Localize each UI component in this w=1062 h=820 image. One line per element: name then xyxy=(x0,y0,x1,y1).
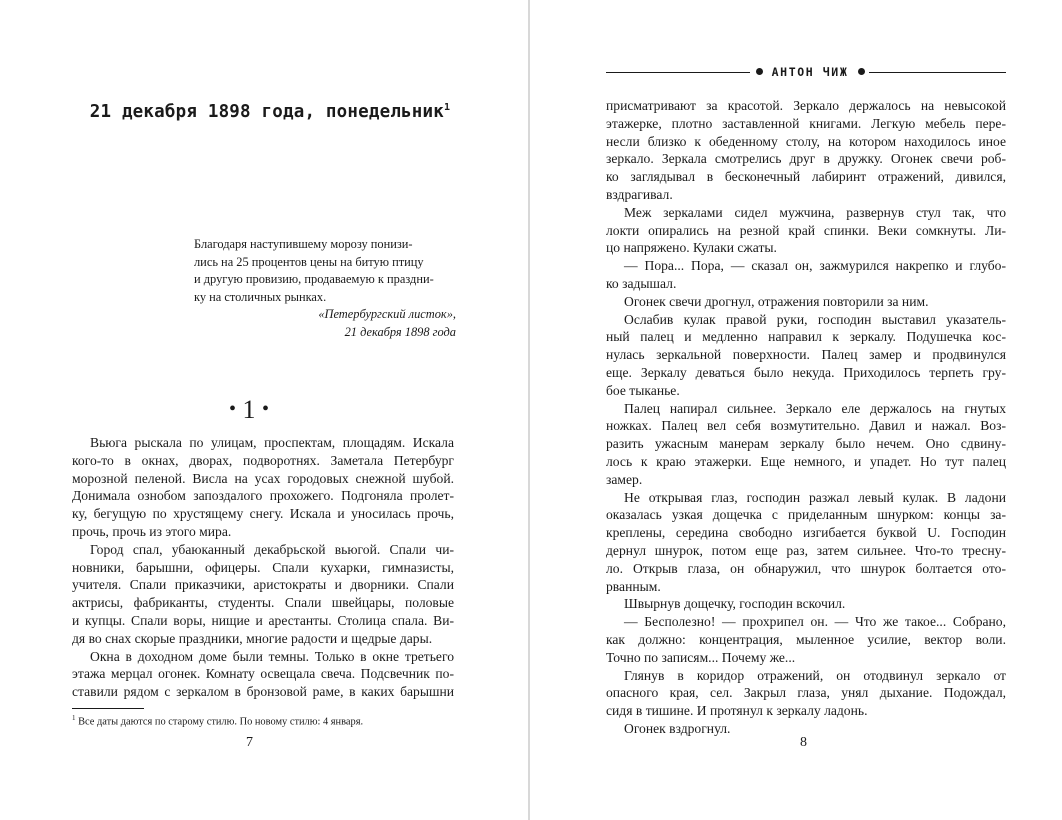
text-line: этажерке, плотно заставленной книгами. Легкую мебель пере- xyxy=(606,115,1006,131)
text-line: Меж зеркалами сидел мужчина, развернув стул так, что xyxy=(624,204,1006,220)
text-line: учителя. Спали приказчики, аристократы и дворники. Спали xyxy=(72,577,454,593)
footnote-mark: 1 xyxy=(72,714,76,722)
text-line: лось к краю этажерки. Еще немного, и упадет. Но тут палец xyxy=(606,453,1006,469)
bullet-icon xyxy=(756,68,763,75)
epigraph-line: ку на столичных рынках. xyxy=(194,289,327,304)
left-page xyxy=(0,0,528,820)
text-line: локти опирались на резной край спинки. Веки сомкнуты. Ли- xyxy=(606,222,1006,238)
text-line: Донимала ознобом запоздалого прохожего. Подгоняла пролет- xyxy=(72,488,454,504)
text-line: ко заглядывал в бесконечный лабиринт отражений, дивился, xyxy=(606,169,1006,185)
text-line: сидя в тишине. И протянул к зеркалу ладонь. xyxy=(606,703,868,719)
text-line: ко задышал. xyxy=(606,275,677,291)
text-line: вздрагивал. xyxy=(606,186,673,202)
left-body-text xyxy=(72,434,454,701)
text-line: дернул шнурок, потом еще раз, затем сильнее. Что-то треснy- xyxy=(606,542,1006,558)
text-line: бое тыканье. xyxy=(606,382,680,398)
text-line: замер. xyxy=(606,471,643,487)
running-head-rule-left xyxy=(606,72,750,73)
page-number-left: 7 xyxy=(246,735,253,750)
text-line: ставили рядом с зеркалом в бронзовой раме, в каких барышни xyxy=(72,684,454,700)
text-line: еще. Зеркалу деваться было некуда. Приходилось терпеть гру- xyxy=(606,364,1006,380)
section-number-value: 1 xyxy=(242,395,256,424)
text-line: — Пора... Пора, — сказал он, зажмурился накрепко и глубо- xyxy=(624,258,1006,274)
text-line: — Бесполезно! — прохрипел он. — Что же такое... Собрано, xyxy=(624,614,1006,630)
text-line: Огонек вздрогнул. xyxy=(624,720,731,736)
bullet-icon: • xyxy=(228,398,236,420)
text-line: Окна в доходном доме были темны. Только в окне третьего xyxy=(90,648,454,664)
text-line: оказалась узкая дощечка с приделанным шнурком: концы за- xyxy=(606,507,1006,523)
chapter-title xyxy=(60,102,480,122)
text-line: морозной пеленой. Висла на усах городовых снежной шубой. xyxy=(72,470,454,486)
text-line: ку, бегущую по хрустящему снегу. Искала и уносилась прочь, xyxy=(72,506,454,522)
text-line: Вьюга рыскала по улицам, проспектам, площадям. Искала xyxy=(90,435,454,450)
epigraph-source-line: «Петербургский листок», xyxy=(318,307,456,321)
chapter-footnote-mark: 1 xyxy=(444,102,451,114)
text-line: разить ужасным манерам зеркалу было нечем. Оно сдвину- xyxy=(606,436,1006,452)
text-line: Не открывая глаз, господин разжал левый кулак. В ладони xyxy=(624,489,1006,505)
epigraph-line: лись на 25 процентов цены на битую птицу xyxy=(194,254,424,269)
text-line: ный палец и медленно направил к зеркалу. Подушечка кос- xyxy=(606,329,1006,345)
text-line: зеркало. Зеркала смотрелись друг в дружку. Огонек свечи роб- xyxy=(606,151,1006,167)
text-line: ло. Открыв глаза, он обнаружил, что шнурок болтается ото- xyxy=(606,560,1006,576)
text-line: прочь, прочь из этого мира. xyxy=(72,523,232,539)
text-line: этажа мерцал огонек. Комнату освещала свеча. Подсвечник по- xyxy=(72,666,454,682)
text-line: и купцы. Спали воры, нищие и арестанты. Столица спала. Ви- xyxy=(72,612,454,628)
page-number-right: 8 xyxy=(800,735,807,750)
right-body-text xyxy=(606,97,1006,738)
section-number xyxy=(60,395,438,425)
text-line: несли близко к обеденному столу, на котором находилось иное xyxy=(606,133,1006,149)
chapter-title-text: 21 декабря 1898 года, понедельник xyxy=(89,102,445,122)
text-line: ножках. Палец вел себя возмутительно. Давил и нажал. Воз- xyxy=(606,418,1006,434)
epigraph-source xyxy=(194,306,456,341)
text-line: Глянув в коридор отражений, он отодвинул зеркало от xyxy=(624,667,1006,683)
text-line: рванным. xyxy=(606,578,661,594)
text-line: Город спал, убаюканный декабрьской вьюгой. Спали чи- xyxy=(90,541,454,557)
text-line: Швырнув дощечку, господин вскочил. xyxy=(624,596,846,612)
bullet-icon xyxy=(858,68,865,75)
text-line: кого-то в окнах, дворах, подворотнях. Заметала Петербург xyxy=(72,452,454,468)
footnote-text: Все даты даются по старому стилю. По новому стилю: 4 января. xyxy=(78,716,364,728)
text-line: Огонек свечи дрогнул, отражения повторили за ним. xyxy=(624,293,929,309)
epigraph-source-line: 21 декабря 1898 года xyxy=(344,324,456,339)
text-line: цо напряжено. Кулаки сжаты. xyxy=(606,240,777,256)
text-line: Ослабив кулак правой руки, господин выставил указатель- xyxy=(624,311,1006,327)
text-line: креплены, середина свободно изгибается буквой U. Господин xyxy=(606,525,1006,541)
footnote-divider xyxy=(72,708,144,709)
epigraph-line: и другую провизию, продаваемую к праздни- xyxy=(194,272,434,287)
bullet-icon: • xyxy=(262,398,270,420)
running-head xyxy=(606,64,1006,82)
text-line: актрисы, фабриканты, студенты. Спали швейцары, половые xyxy=(72,595,454,611)
text-line: опасного края, сел. Закрыл глаза, унял дыхание. Подождал, xyxy=(606,685,1006,701)
text-line: Палец напирал сильнее. Зеркало еле держалось на гнутых xyxy=(624,400,1006,416)
footnote xyxy=(72,712,462,728)
running-head-rule-right xyxy=(869,72,1006,73)
text-line: Точно по записям... Почему же... xyxy=(606,649,796,665)
text-line: новники, барышни, офицеры. Спали кухарки, гимназисты, xyxy=(72,559,454,575)
epigraph xyxy=(194,236,456,306)
text-line: нулась зеркальной поверхности. Палец замер и продвинулся xyxy=(606,347,1006,363)
epigraph-line: Благодаря наступившему морозу понизи- xyxy=(194,237,413,251)
running-head-author: АНТОН ЧИЖ xyxy=(771,65,849,79)
text-line: присматривают за красотой. Зеркало держалось на невысокой xyxy=(606,98,1006,113)
text-line: дя во снах скорые праздники, многие радости и щедрые дары. xyxy=(72,630,433,646)
text-line: как должно: концентрация, мыленное усилие, вектор воли. xyxy=(606,631,1006,647)
